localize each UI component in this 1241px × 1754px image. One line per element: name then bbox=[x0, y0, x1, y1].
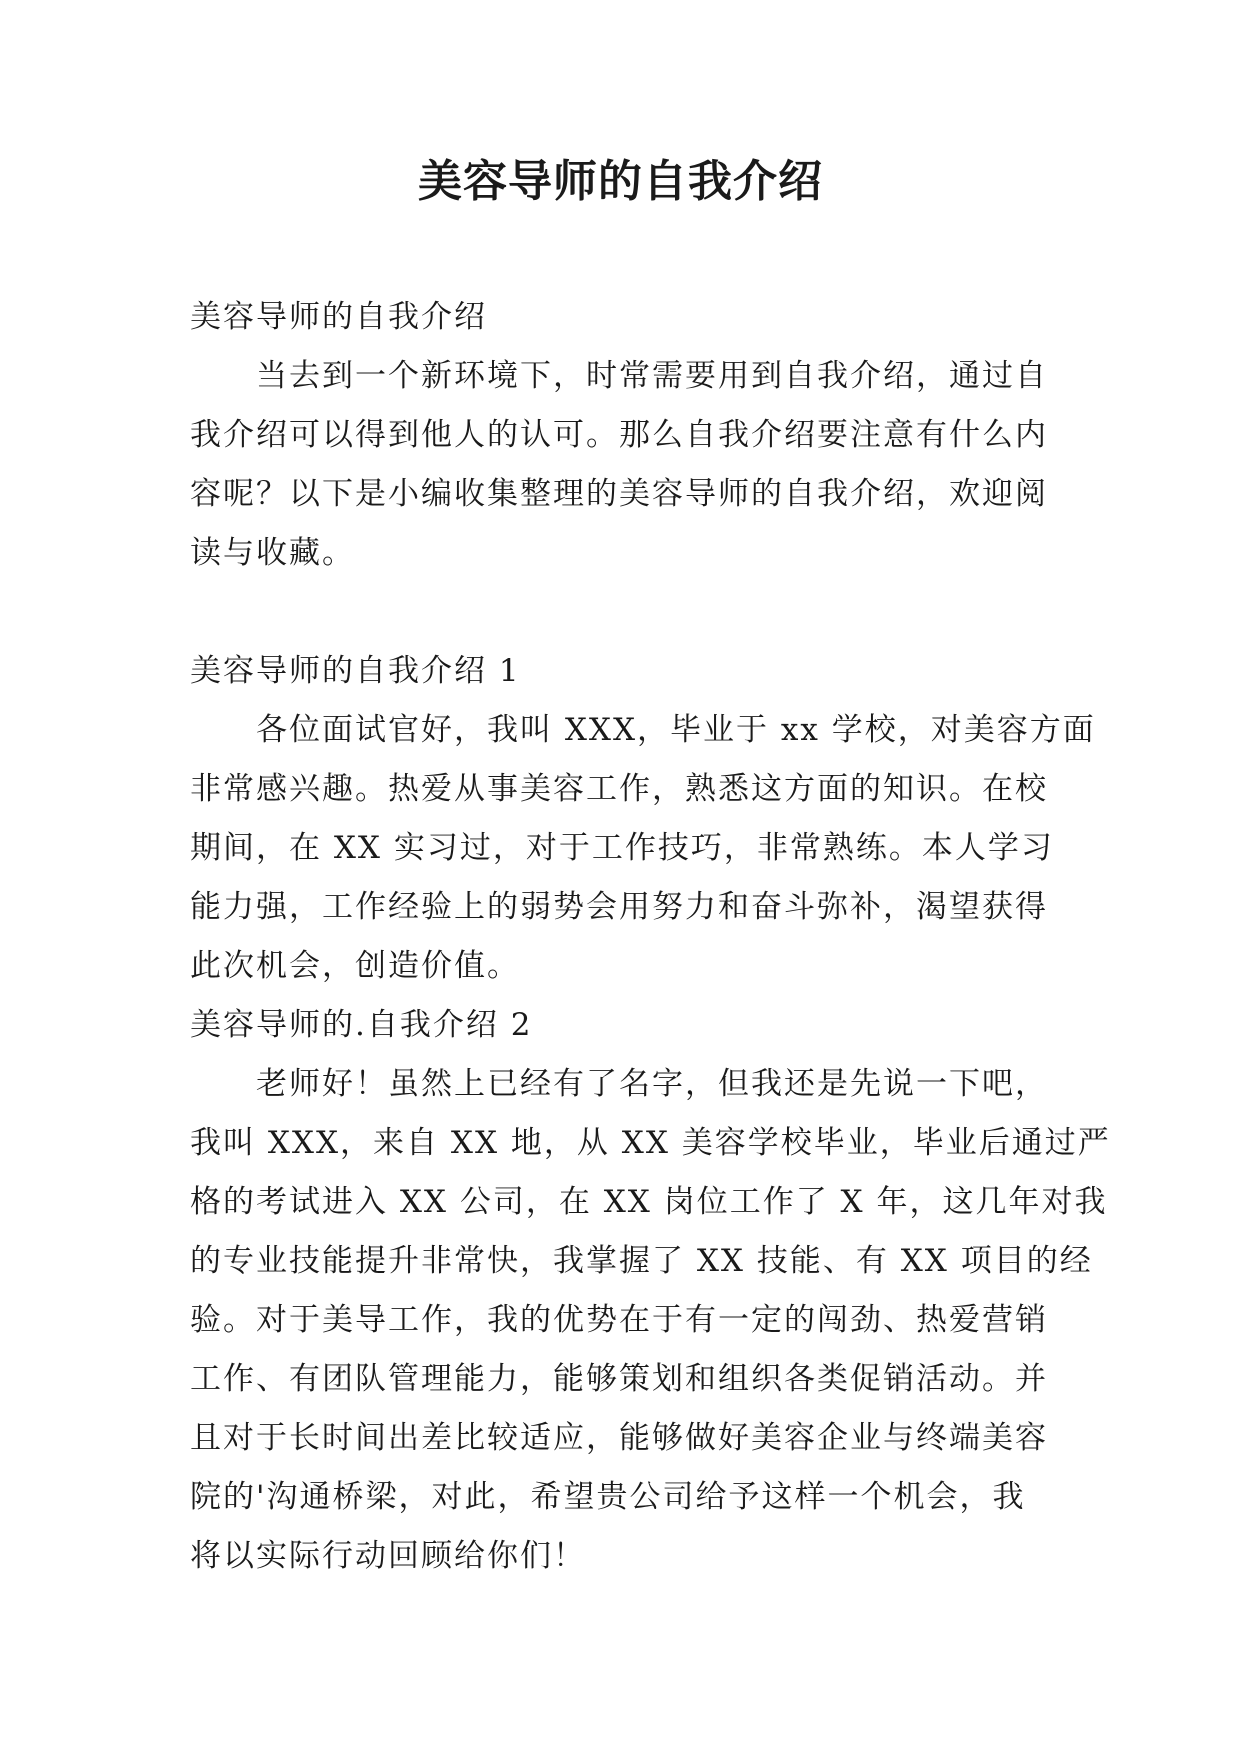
section2-line: 验。对于美导工作，我的优势在于有一定的闯劲、热爱营销 bbox=[190, 1302, 1048, 1338]
document-title: 美容导师的自我介绍 bbox=[418, 156, 823, 207]
section1-line: 期间，在 XX 实习过，对于工作技巧，非常熟练。本人学习 bbox=[190, 830, 1054, 866]
intro-line: 当去到一个新环境下，时常需要用到自我介绍，通过自 bbox=[256, 358, 1048, 394]
section2-line: 且对于长时间出差比较适应，能够做好美容企业与终端美容 bbox=[190, 1420, 1048, 1456]
intro-line: 读与收藏。 bbox=[190, 535, 355, 571]
section1-line: 此次机会，创造价值。 bbox=[190, 948, 520, 984]
section2-line: 将以实际行动回顾给你们！ bbox=[190, 1538, 586, 1574]
section1-line: 各位面试官好，我叫 XXX，毕业于 xx 学校，对美容方面 bbox=[256, 712, 1096, 748]
section2-line: 我叫 XXX，来自 XX 地，从 XX 美容学校毕业，毕业后通过严 bbox=[190, 1125, 1111, 1161]
intro-line: 我介绍可以得到他人的认可。那么自我介绍要注意有什么内 bbox=[190, 417, 1048, 453]
section2-line: 格的考试进入 XX 公司，在 XX 岗位工作了 X 年，这几年对我 bbox=[190, 1184, 1108, 1220]
section2-line: 老师好！虽然上已经有了名字，但我还是先说一下吧， bbox=[256, 1066, 1048, 1102]
section2-line: 院的'沟通桥梁，对此，希望贵公司给予这样一个机会，我 bbox=[190, 1479, 1026, 1515]
section-heading-2: 美容导师的.自我介绍 2 bbox=[190, 1007, 533, 1043]
document-body bbox=[190, 288, 1111, 1586]
section1-line: 能力强，工作经验上的弱势会用努力和奋斗弥补，渴望获得 bbox=[190, 889, 1048, 925]
document-subtitle: 美容导师的自我介绍 bbox=[190, 299, 487, 335]
section-heading-1: 美容导师的自我介绍 1 bbox=[190, 653, 521, 689]
intro-line: 容呢？以下是小编收集整理的美容导师的自我介绍，欢迎阅 bbox=[190, 476, 1048, 512]
section1-line: 非常感兴趣。热爱从事美容工作，熟悉这方面的知识。在校 bbox=[190, 771, 1048, 807]
section2-line: 工作、有团队管理能力，能够策划和组织各类促销活动。并 bbox=[190, 1361, 1048, 1397]
paragraph-gap bbox=[190, 583, 1070, 642]
section2-line: 的专业技能提升非常快，我掌握了 XX 技能、有 XX 项目的经 bbox=[190, 1243, 1093, 1279]
